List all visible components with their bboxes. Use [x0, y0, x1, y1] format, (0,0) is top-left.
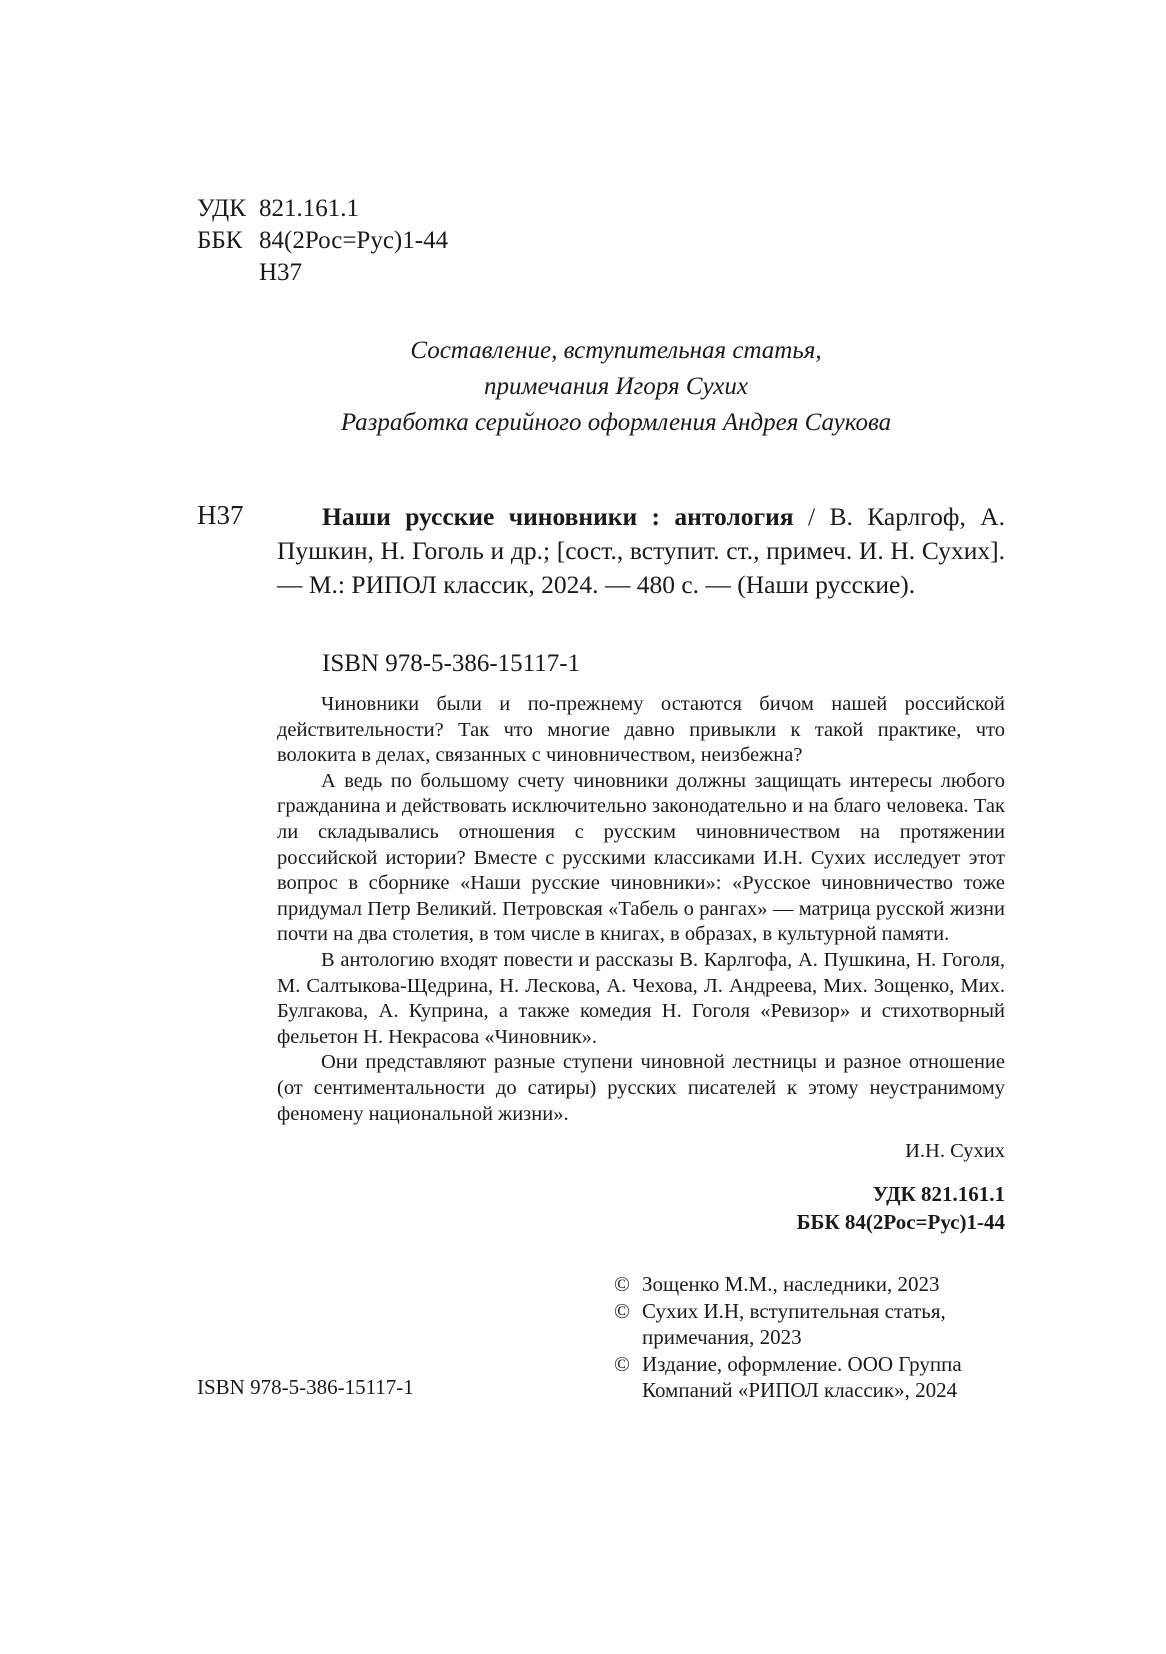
annotation-signature: И.Н. Сухих: [905, 1140, 1005, 1162]
bottom-bbk: ББК 84(2Рос=Рус)1-44: [796, 1210, 1005, 1234]
copyright-line: примечания, 2023: [642, 1325, 802, 1349]
copyright-line: Компаний «РИПОЛ классик», 2024: [642, 1378, 958, 1402]
classification-block: [197, 193, 448, 289]
credits: [280, 333, 952, 441]
credits-line-1: Составление, вступительная статья,: [410, 337, 822, 364]
bbk-label: ББК: [197, 227, 243, 254]
record-author-sign: Н37: [197, 500, 244, 530]
credits-line-2: примечания Игоря Сухих: [484, 373, 748, 400]
copyright-line: Сухих И.Н, вступительная статья,: [642, 1298, 946, 1323]
author-sign-top: Н37: [259, 259, 303, 286]
copyright-line: Зощенко М.М., наследники, 2023: [642, 1272, 940, 1296]
annotation-paragraph: Чиновники были и по-прежнему остаются бичом нашей российской действительности? Так что многие давно привыкли к такой практике, что волокита в делах, связанных с чиновничеством, неизбежна?: [277, 693, 1005, 767]
isbn-bottom: ISBN 978-5-386-15117-1: [197, 1375, 414, 1399]
annotation-paragraph: В антологию входят повести и рассказы В. Карлгофа, А. Пушкина, Н. Гоголя, М. Салтыкова-Щедрина, Н. Лескова, А. Чехова, Л. Андреева, Мих. Зощенко, Мих. Булгакова, А. Куприна, а также комедия Н. Гоголя «Ревизор» и стихотворный фельетон Н. Некрасова «Чиновник».: [277, 948, 1005, 1048]
bottom-udk: УДК 821.161.1: [872, 1182, 1005, 1206]
bbk-row: [197, 225, 448, 257]
bibliographic-record: [277, 500, 1005, 602]
copyright-item: [614, 1271, 1014, 1298]
copyright-symbol: ©: [614, 1272, 630, 1296]
annotation: [277, 692, 1005, 1127]
annotation-paragraph: Они представляют разные ступени чиновной лестницы и разное отношение (от сентиментальности до сатиры) русских писателей к этому неустранимому феномену национальной жизни».: [277, 1051, 1005, 1125]
bottom-classification: [797, 1180, 1005, 1236]
copyright-line: Издание, оформление. ООО Группа: [642, 1351, 962, 1376]
udk-row: [197, 193, 448, 225]
copyright-item: [614, 1351, 1014, 1404]
annotation-paragraph: А ведь по большому счету чиновники должны защищать интересы любого гражданина и действовать исключительно законодательно и на благо человека. Так ли складывались отношения с русским чиновничеством на протяжении российской истории? Вместе с русскими классиками И.Н. Сухих исследует этот вопрос в сборнике «Наши русские чиновники»: «Русское чиновничество тоже придумал Петр Великий. Петровская «Табель о рангах» — матрица русской жизни почти на два столетия, в том числе в книгах, в образах, в культурной памяти.: [277, 769, 1005, 946]
bbk-value: 84(2Рос=Рус)1-44: [259, 227, 449, 254]
udk-value: 821.161.1: [259, 195, 359, 222]
udk-label: УДК: [197, 195, 246, 222]
copyright-block: [614, 1271, 1014, 1404]
record-details: / В. Карлгоф, А. Пушкин, Н. Гоголь и др.; [сост., вступит. ст., примеч. И. Н. Сухих]. — М.: РИПОЛ классик, 2024. — 480 с. — (Наши русские).: [277, 502, 1005, 599]
copyright-symbol: ©: [614, 1298, 630, 1323]
credits-line-3: Разработка серийного оформления Андрея Саукова: [340, 409, 892, 436]
copyright-item: [614, 1298, 1014, 1351]
book-title: Наши русские чиновники : антология: [322, 502, 794, 531]
record-isbn: ISBN 978-5-386-15117-1: [322, 650, 581, 677]
copyright-symbol: ©: [614, 1351, 630, 1376]
